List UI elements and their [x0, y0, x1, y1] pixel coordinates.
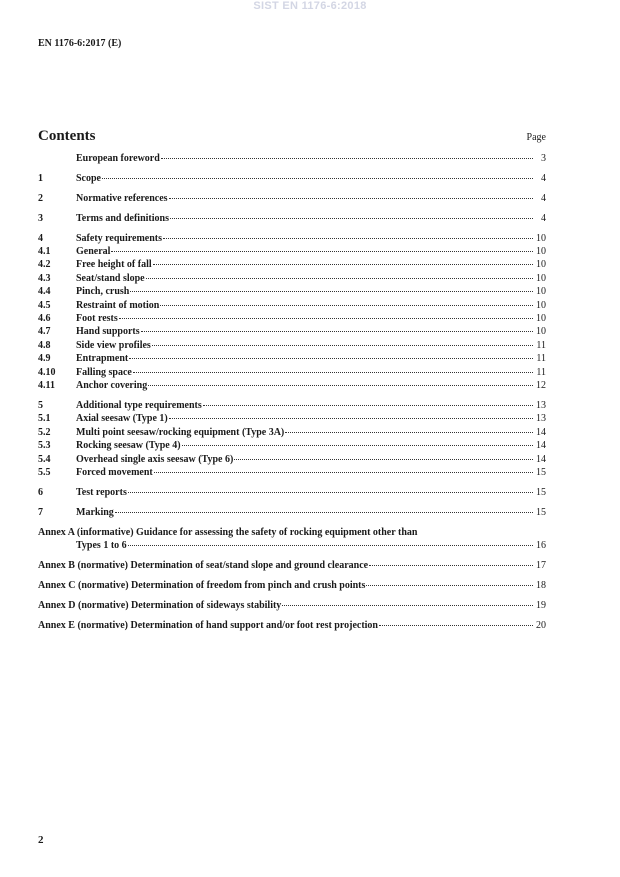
- annex-page: 18: [536, 579, 546, 591]
- toc-entry[interactable]: [38, 192, 546, 205]
- dot-leader: [282, 605, 533, 606]
- toc-entry-page: 10: [536, 246, 546, 258]
- toc-entry[interactable]: [38, 379, 546, 392]
- toc-entry-title: Entrapment: [76, 353, 129, 365]
- toc-entry-number: 4.10: [38, 366, 56, 378]
- toc-entry-title: Additional type requirements: [76, 400, 202, 411]
- toc-entry-number: 4.11: [38, 380, 55, 392]
- toc-entry[interactable]: [38, 272, 546, 285]
- toc-entry-page: 4: [541, 212, 546, 224]
- dot-leader: [129, 358, 533, 359]
- toc-entry-number: 5: [38, 400, 43, 411]
- toc-entry-title: Rocking seesaw (Type 4): [76, 440, 181, 452]
- dot-leader: [115, 512, 533, 513]
- toc-entry-title: Restraint of motion: [76, 299, 160, 311]
- toc-entry-page: 4: [541, 192, 546, 204]
- toc-entry[interactable]: [38, 399, 546, 412]
- toc-entry-number: 5.2: [38, 426, 51, 438]
- dot-leader: [182, 445, 533, 446]
- toc-entry-page: 11: [536, 353, 546, 365]
- dot-leader: [160, 305, 533, 306]
- toc-entry[interactable]: [38, 232, 546, 245]
- toc-entry-title: Axial seesaw (Type 1): [76, 413, 168, 425]
- dot-leader: [366, 585, 533, 586]
- toc-entry-number: 4.1: [38, 246, 51, 258]
- dot-leader: [128, 492, 533, 493]
- dot-leader: [128, 545, 533, 546]
- annex-title: Annex E (normative) Determination of hand support and/or foot rest projection: [38, 619, 378, 631]
- toc-entry-number: 4.9: [38, 353, 51, 365]
- dot-leader: [152, 345, 533, 346]
- toc-entry-page: 3: [541, 153, 546, 164]
- toc-entry-page: 12: [536, 380, 546, 392]
- toc-entry[interactable]: [38, 312, 546, 325]
- annex-page: 16: [536, 540, 546, 552]
- dot-leader: [153, 264, 533, 265]
- page-number: 2: [38, 834, 44, 846]
- dot-leader: [169, 418, 533, 419]
- toc-entry-title: General: [76, 246, 111, 258]
- toc-entry-page: 13: [536, 400, 546, 411]
- toc-entry-number: 4.8: [38, 339, 51, 351]
- annex-title: Annex D (normative) Determination of sideways stability: [38, 599, 282, 611]
- toc-entry[interactable]: [38, 453, 546, 466]
- toc-entry-number: 6: [38, 486, 43, 498]
- toc-entry-title: Safety requirements: [76, 232, 163, 244]
- toc-entry[interactable]: [38, 212, 546, 225]
- dot-leader: [285, 432, 533, 433]
- toc-entry-title: Normative references: [76, 192, 168, 204]
- toc-entry-page: 14: [536, 440, 546, 452]
- toc-entry-title: Marking: [76, 506, 114, 518]
- toc-entry-title: Free height of fall: [76, 259, 152, 271]
- toc-entry-number: 4.4: [38, 286, 51, 298]
- dot-leader: [133, 372, 533, 373]
- toc-entry-page: 11: [536, 366, 546, 378]
- annex-entry[interactable]: [38, 579, 546, 592]
- toc-entry-title: Scope: [76, 172, 101, 184]
- toc-entry[interactable]: [38, 486, 546, 499]
- toc-entry-page: 15: [536, 467, 546, 479]
- annex-title-continuation: Types 1 to 6: [76, 540, 127, 552]
- annex-entry[interactable]: [38, 559, 546, 572]
- dot-leader: [148, 385, 533, 386]
- toc-entry-number: 5.1: [38, 413, 51, 425]
- toc-entry[interactable]: [38, 352, 546, 365]
- toc-entry-title: Foot rests: [76, 313, 118, 325]
- toc-entry-page: 10: [536, 313, 546, 325]
- toc-entry-page: 11: [536, 339, 546, 351]
- toc-entry-page: 10: [536, 299, 546, 311]
- table-of-contents: [38, 152, 546, 632]
- toc-entry-number: 4.6: [38, 313, 51, 325]
- toc-entry[interactable]: [38, 258, 546, 271]
- toc-entry[interactable]: [38, 152, 546, 165]
- toc-entry-number: 1: [38, 172, 43, 184]
- toc-entry-title: Hand supports: [76, 326, 140, 338]
- annex-entry[interactable]: [38, 619, 546, 632]
- document-id: EN 1176-6:2017 (E): [38, 38, 122, 49]
- annex-page: 19: [536, 599, 546, 611]
- dot-leader: [119, 318, 533, 319]
- toc-entry-page: 14: [536, 453, 546, 465]
- dot-leader: [130, 291, 533, 292]
- annex-title: Annex C (normative) Determination of freedom from pinch and crush points: [38, 579, 366, 591]
- toc-entry[interactable]: [38, 466, 546, 479]
- toc-entry-title: Multi point seesaw/rocking equipment (Type 3A): [76, 426, 285, 438]
- toc-entry-page: 10: [536, 259, 546, 271]
- toc-entry-title: Forced movement: [76, 467, 153, 479]
- toc-entry-number: 4.3: [38, 272, 51, 284]
- toc-entry-number: 4.7: [38, 326, 51, 338]
- dot-leader: [163, 238, 533, 239]
- toc-entry-number: 4.5: [38, 299, 51, 311]
- toc-entry-title: European foreword: [76, 153, 160, 164]
- toc-entry[interactable]: [38, 172, 546, 185]
- toc-entry-number: 5.3: [38, 440, 51, 452]
- toc-entry-number: 7: [38, 506, 43, 518]
- toc-entry-page: 10: [536, 272, 546, 284]
- page-column-label: Page: [526, 132, 546, 143]
- toc-entry-title: Pinch, crush: [76, 286, 130, 298]
- toc-entry-page: 4: [541, 172, 546, 184]
- toc-entry[interactable]: [38, 339, 546, 352]
- toc-entry[interactable]: [38, 426, 546, 439]
- annex-title: Annex B (normative) Determination of seat/stand slope and ground clearance: [38, 560, 369, 572]
- toc-entry-title: Terms and definitions: [76, 212, 169, 224]
- toc-entry-title: Falling space: [76, 366, 132, 378]
- contents-header: [38, 128, 546, 145]
- dot-leader: [161, 158, 533, 159]
- dot-leader: [146, 278, 533, 279]
- toc-entry-number: 4.2: [38, 259, 51, 271]
- annex-page: 17: [536, 560, 546, 572]
- toc-entry[interactable]: [38, 325, 546, 338]
- annex-page: 20: [536, 619, 546, 631]
- annex-entry[interactable]: [38, 539, 546, 552]
- toc-entry-page: 10: [536, 326, 546, 338]
- toc-entry[interactable]: [38, 506, 546, 519]
- toc-entry-page: 13: [536, 413, 546, 425]
- toc-entry-page: 15: [536, 506, 546, 518]
- toc-entry-page: 14: [536, 426, 546, 438]
- toc-entry-number: 4: [38, 232, 43, 244]
- toc-entry-title: Test reports: [76, 486, 127, 498]
- dot-leader: [141, 331, 533, 332]
- toc-entry-page: 10: [536, 286, 546, 298]
- toc-entry-title: Overhead single axis seesaw (Type 6): [76, 453, 234, 465]
- dot-leader: [203, 405, 533, 406]
- toc-entry[interactable]: [38, 285, 546, 298]
- toc-entry-title: Seat/stand slope: [76, 272, 145, 284]
- toc-entry[interactable]: [38, 245, 546, 258]
- annex-entry[interactable]: [38, 599, 546, 612]
- contents-title: Contents: [38, 128, 96, 144]
- toc-entry[interactable]: [38, 439, 546, 452]
- dot-leader: [379, 625, 533, 626]
- toc-entry-title: Anchor covering: [76, 380, 148, 392]
- dot-leader: [234, 459, 533, 460]
- dot-leader: [170, 218, 533, 219]
- dot-leader: [102, 178, 533, 179]
- toc-entry-number: 3: [38, 212, 43, 224]
- toc-entry-number: 5.4: [38, 453, 51, 465]
- watermark: SIST EN 1176-6:2018: [253, 0, 367, 12]
- toc-entry[interactable]: [38, 299, 546, 312]
- dot-leader: [369, 565, 533, 566]
- toc-entry[interactable]: [38, 366, 546, 379]
- toc-entry[interactable]: [38, 412, 546, 425]
- annex-title-line[interactable]: Annex A (informative) Guidance for assessing the safety of rocking equipment other than: [38, 526, 418, 538]
- toc-entry-number: 2: [38, 192, 43, 204]
- dot-leader: [111, 251, 533, 252]
- toc-entry-page: 10: [536, 232, 546, 244]
- toc-entry-title: Side view profiles: [76, 339, 151, 351]
- dot-leader: [154, 472, 533, 473]
- toc-entry-page: 15: [536, 486, 546, 498]
- dot-leader: [169, 198, 533, 199]
- toc-entry-number: 5.5: [38, 467, 51, 479]
